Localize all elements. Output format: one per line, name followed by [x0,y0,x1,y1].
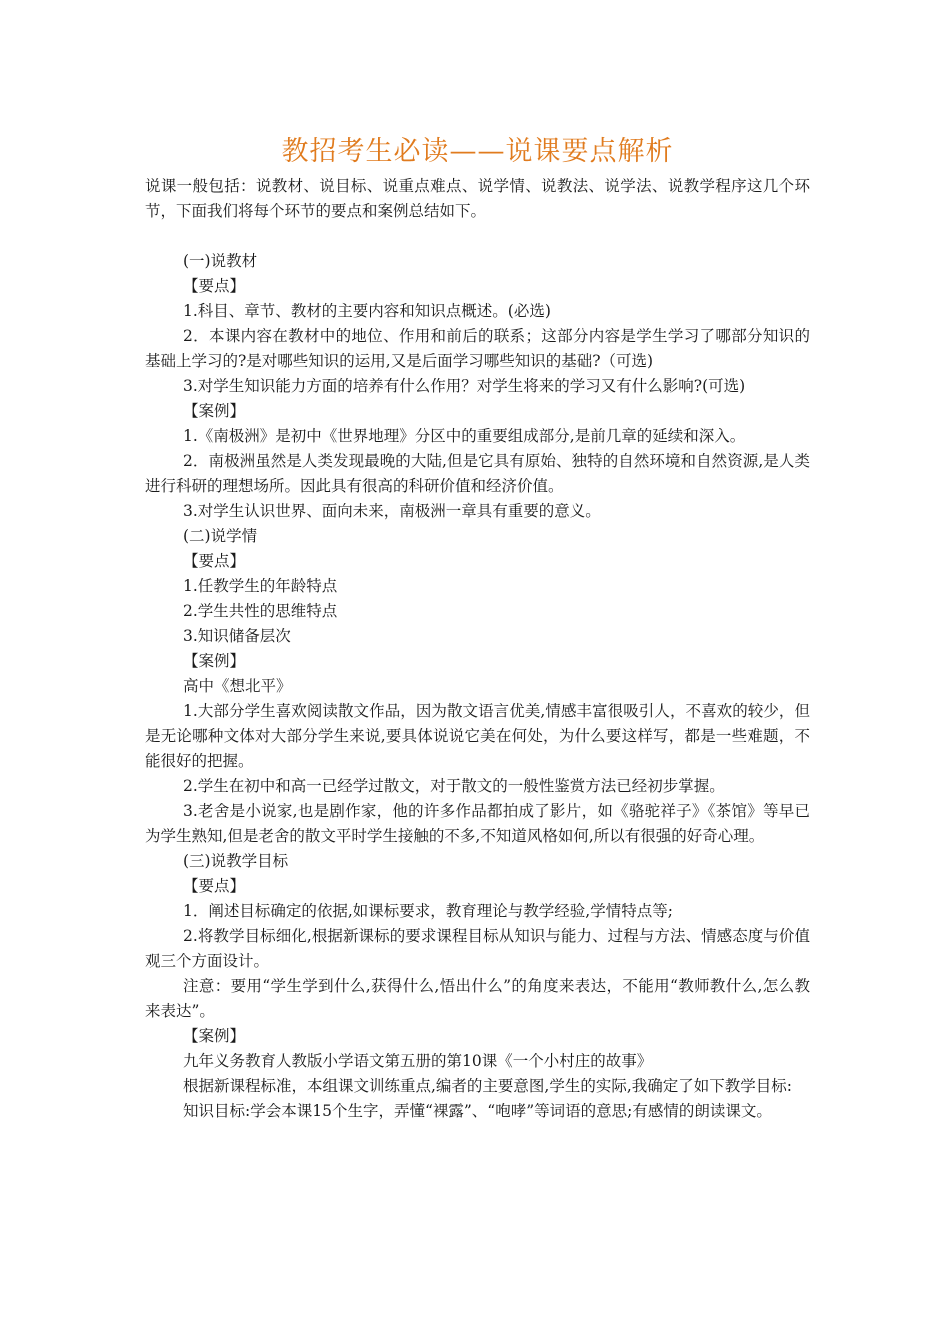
list-item: 1．阐述目标确定的依据,如课标要求，教育理论与教学经验,学情特点等; [183,902,673,920]
spacer [145,224,810,249]
note-paragraph: 注意：要用“学生学到什么,获得什么,悟出什么”的角度来表达，不能用“教师教什么,怎么教来表达”。 [145,977,810,1020]
document-title: 教招考生必读——说课要点解析 [281,136,674,167]
list-item: 1.科目、章节、教材的主要内容和知识点概述。(必选) [183,302,551,320]
list-item: 1.任教学生的年龄特点 [183,577,338,595]
list-item: 3.对学生认识世界、面向未来，南极洲一章具有重要的意义。 [183,502,601,520]
list-item: 2．本课内容在教材中的地位、作用和前后的联系；这部分内容是学生学习了哪部分知识的基础上学习的?是对哪些知识的运用,又是后面学习哪些知识的基础?（可选) [145,327,810,370]
intro-paragraph: 说课一般包括：说教材、说目标、说重点难点、说学情、说教法、说学法、说教学程序这几个环节，下面我们将每个环节的要点和案例总结如下。 [145,177,810,220]
list-item: 2．南极洲虽然是人类发现最晚的大陆,但是它具有原始、独特的自然环境和自然资源,是人类进行科研的理想场所。因此具有很高的科研价值和经济价值。 [145,452,810,495]
document-page [145,130,810,1124]
list-item: 2.学生共性的思维特点 [183,602,338,620]
list-item: 1.《南极洲》是初中《世界地理》分区中的重要组成部分,是前几章的延续和深入。 [183,427,746,445]
label-key-points: 【要点】 [183,877,246,895]
section-heading-objectives: (三)说教学目标 [183,852,289,870]
label-key-points: 【要点】 [183,277,246,295]
section-heading-students: (二)说学情 [183,527,258,545]
label-case: 【案例】 [183,1027,246,1045]
label-key-points: 【要点】 [183,552,246,570]
case-title: 九年义务教育人教版小学语文第五册的第10课《一个小村庄的故事》 [183,1052,653,1070]
list-item: 2.学生在初中和高一已经学过散文，对于散文的一般性鉴赏方法已经初步掌握。 [183,777,725,795]
label-case: 【案例】 [183,402,246,420]
list-item: 1.大部分学生喜欢阅读散文作品，因为散文语言优美,情感丰富很吸引人，不喜欢的较少，但是无论哪种文体对大部分学生来说,要具体说说它美在何处，为什么要这样写，都是一些难题，不能很好的把握。 [145,702,810,770]
body-paragraph: 知识目标:学会本课15个生字，弄懂“裸露”、“咆哮”等词语的意思;有感情的朗读课文。 [183,1102,772,1120]
section-heading-textbook: (一)说教材 [183,252,258,270]
body-paragraph: 根据新课程标准，本组课文训练重点,编者的主要意图,学生的实际,我确定了如下教学目标: [183,1077,793,1095]
label-case: 【案例】 [183,652,246,670]
list-item: 2.将教学目标细化,根据新课标的要求课程目标从知识与能力、过程与方法、情感态度与价值观三个方面设计。 [145,927,810,970]
list-item: 3.对学生知识能力方面的培养有什么作用？对学生将来的学习又有什么影响?(可选) [183,377,746,395]
list-item: 3.知识储备层次 [183,627,291,645]
case-title: 高中《想北平》 [183,677,292,695]
list-item: 3.老舍是小说家,也是剧作家，他的许多作品都拍成了影片，如《骆驼祥子》《茶馆》等早已为学生熟知,但是老舍的散文平时学生接触的不多,不知道风格如何,所以有很强的好奇心理。 [145,802,810,845]
